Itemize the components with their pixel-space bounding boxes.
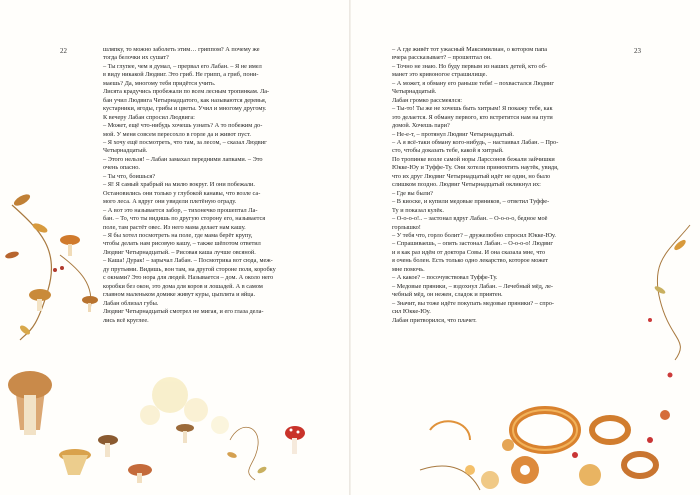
text-line: шляпку, то можно заболеть этим… гриппом? А почему же <box>103 46 260 53</box>
text-line: бан учил Людвига Четырнадцатого, как называются деревья, <box>103 96 267 104</box>
text-line: По тропинке возле самой норы Ларссонов бежали зайчишки <box>392 155 555 163</box>
text-line: – Каша! Дурак! – зарычал Лабан. – Посмотрика вот сюда, меж- <box>103 257 273 265</box>
text-line: Четырнадцатый. <box>392 88 437 96</box>
text-line: – Может, ещё что-нибудь хочешь узнать? А то побежим до- <box>103 122 263 130</box>
text-line: – О-о-о-о!.. – застонал вдруг Лабан. – О-о-о-о, бедное моё <box>392 215 548 223</box>
text-line: – Я хочу ещё посмотреть, что там, за лесом, – сказал Людвиг <box>103 138 267 146</box>
text-line: – Медовые пряники, – вздохнул Лабан. – Лечебный мёд, ле- <box>392 282 554 290</box>
text-line: Лабан притворился, что плачет. <box>392 316 477 324</box>
text-line: – В киоске, и купили медовые пряников, – ответил Туффе- <box>392 198 550 206</box>
page-number-left: 22 <box>60 47 67 55</box>
text-line: Остановились они только у глубокой канавы, что возле са- <box>103 189 261 197</box>
text-line: – А вот это называется забор, – тихонечко прошептал Ла- <box>103 206 258 214</box>
text-line: – Спрашиваешь, – опять застонал Лабан. – О-о-о-о! Людвиг <box>392 240 554 248</box>
text-line: – А я всё-таки обману кого-нибудь, – настаивал Лабан. – Про- <box>392 138 559 146</box>
page-number-right: 23 <box>634 47 641 55</box>
text-line: Юкке-Юу и Туффе-Ту. Они хотели принюхтить наутёк, увидя, <box>392 164 559 172</box>
text-line: чтобы делать нам рисовую кашу, – также шёпотом ответил <box>103 240 261 248</box>
text-line: кустарники, ягоды, грибы и цветы. Учил и многому другому. <box>103 105 267 113</box>
text-line: – Ты что, боишься? <box>103 172 156 180</box>
text-line: мне помочь. <box>392 265 425 273</box>
text-line: лись всё круглее. <box>103 316 149 324</box>
text-line: мого леса. А вдруг они увидели плетёную ограду. <box>103 198 237 206</box>
text-line: Людвиг Четырнадцатый смотрел не мигая, и его глаза дела- <box>103 308 264 316</box>
text-line: – Не-е-т, – протянул Людвиг Четырнадцатый. <box>392 130 514 138</box>
text-line: – У тебя что, горло болит? – дружелюбно спросил Юкке-Юу. <box>392 231 557 239</box>
text-line: Лабан облизал губы. <box>103 299 159 307</box>
text-line: – А какое? – посочувствовал Туффе-Ту. <box>392 274 498 282</box>
text-line: в виду никакой Людвиг. Это гриб. Не грипп, а гриб, пони- <box>103 71 259 79</box>
text-line: тогда белочки их сушат? <box>103 54 169 62</box>
text-line: – А может, я обману его раньше тебя! – похвастался Людвиг <box>392 79 554 87</box>
text-line: К вечеру Лабан спросил Людвига: <box>103 113 195 121</box>
text-line: поле, там растёт овес. Из него мама делает нам кашу. <box>103 223 246 231</box>
text-line: – А где живёт тот ужасный Максимилиан, о котором папа <box>392 46 548 53</box>
text-line: – Значит, вы тоже идёте покупать медовые пряники? – спро- <box>392 299 555 307</box>
text-line: Ту и показал кулёк. <box>392 206 444 214</box>
text-line: – Ты глупее, чем я думал, – прервал его Лабан. – Я не имел <box>103 62 262 70</box>
text-line: домой. Хочешь пари? <box>392 122 450 130</box>
text-line: сил Юкке-Юу. <box>392 308 431 316</box>
text-line: это делается. Я обману первого, кто встретится нам на пути <box>392 113 553 121</box>
text-line: вчера рассказывает? – прошептал он. <box>392 54 492 62</box>
text-line: чебный мёд, он нежен, сладок и приятен. <box>392 291 503 299</box>
left-page-text <box>103 46 312 325</box>
text-line: манет это кривоногое страшилище. <box>392 71 488 79</box>
text-line: коробки без окон, это дома для коров и лошадей. А в самом <box>103 282 263 290</box>
text-line: с окнами? Это нора для людей. Называется – дом. А около него <box>103 274 274 282</box>
text-line: Четырнадцатый. <box>103 147 148 155</box>
text-line: я очень болен. Есть только одно лекарство, которое может <box>392 257 549 265</box>
text-line: – Я бы хотел посмотреть на поле, где мама берёт крупу, <box>103 231 253 239</box>
text-line: – Ты-то! Ты же не хочешь быть хитрым! Я покажу тебе, как <box>392 105 553 113</box>
text-line: слишком поздно. Людвиг Четырнадцатый окликнул их: <box>392 181 541 189</box>
right-page-text <box>392 46 602 325</box>
text-line: горлышко! <box>392 223 421 231</box>
text-line: Лабан громко рассмеялся: <box>392 96 463 104</box>
text-line: – Точно не знаю. Но буду первым из наших детей, кто об- <box>392 62 547 70</box>
text-line: маешь? Да, многому тебя придётся учить. <box>103 79 216 87</box>
text-line: и я как раз идём от доктора Совы. И она сказала мне, что <box>392 248 546 256</box>
text-line: – Этого нельзя! – Лабан замахал передними лапками. – Это <box>103 155 263 163</box>
text-line: Лисята крадучись пробежали по всем лесным тропинкам. Ла- <box>103 88 270 96</box>
text-line: – Я! Я самый храбрый на милю вокруг. И они побежали. <box>103 181 256 189</box>
text-line: сто, чтобы доказать тебе, какой я хитрый. <box>392 147 504 155</box>
text-line: – Где вы были? <box>392 189 433 197</box>
text-line: ду прутьями. Видишь, вон там, на другой стороне поля, коробку <box>103 265 276 273</box>
text-line: бан. – То, что ты видишь по другую сторону его, называется <box>103 215 266 223</box>
text-line: что их друг Людвиг Четырнадцатый идёт не один, но было <box>392 172 551 180</box>
text-line: главном маленьком домике живут куры, цыплята и яйца. <box>103 291 256 299</box>
text-line: Людвиг Четырнадцатый. – Рисовая каша лучше овсяной. <box>103 248 256 256</box>
text-line: очень опасно. <box>103 164 140 172</box>
text-line: мой. У меня совсем пересохло в горле да и живот пуст. <box>103 130 251 138</box>
